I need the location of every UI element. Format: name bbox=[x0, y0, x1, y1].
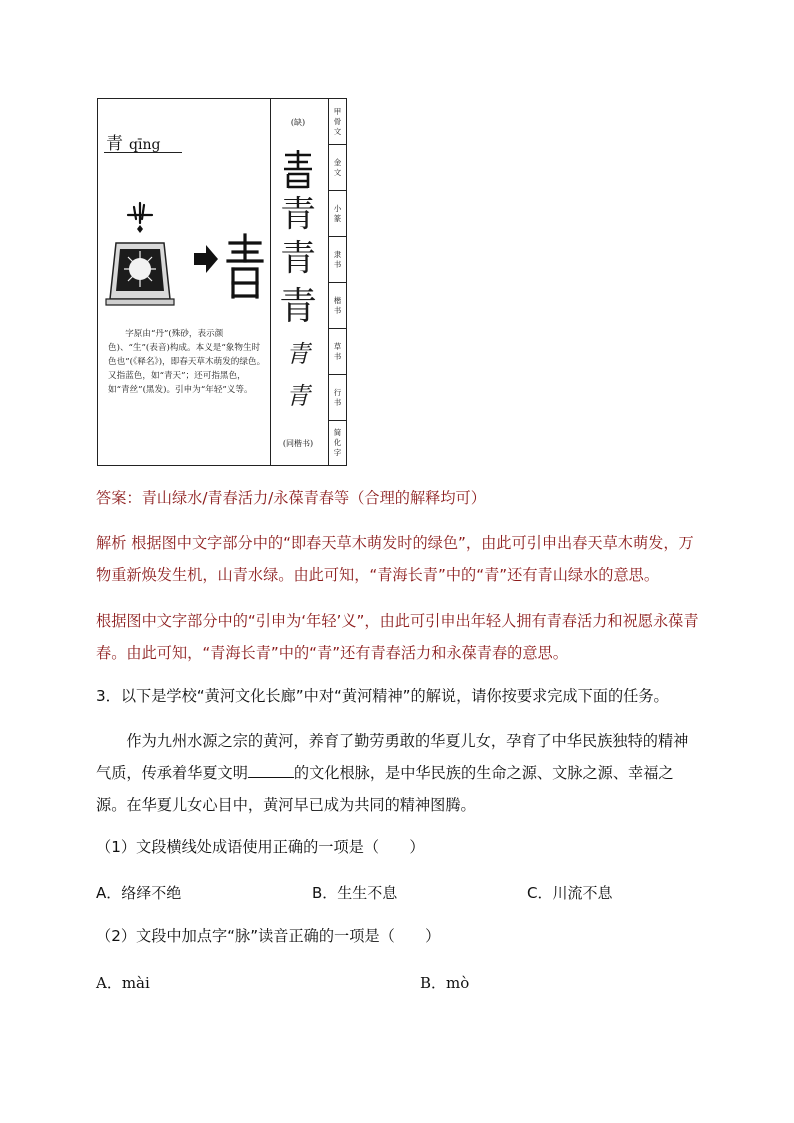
script-label-column bbox=[329, 99, 346, 465]
option-a[interactable]: A．络绎不绝 bbox=[96, 884, 182, 902]
glyph-caoshu: 青 bbox=[286, 340, 310, 368]
missing-note: (缺) bbox=[290, 118, 306, 127]
glyph-xiaozhuan: 青 bbox=[279, 194, 316, 235]
character-origin-illustration bbox=[102, 199, 267, 309]
glyph-lishu: 青 bbox=[279, 238, 316, 279]
sub-question-2: （2）文段中加点字“脉”读音正确的一项是（ ） bbox=[96, 927, 441, 945]
script-label: 简化字 bbox=[333, 427, 342, 457]
script-label: 草书 bbox=[329, 329, 346, 375]
passage-part-b: 的文化根脉，是中华民族的生命之源、文脉之源、幸福之源。在华夏儿女心目中，黄河早已成为共同的精神图腾。 bbox=[96, 764, 674, 814]
analysis-paragraph-1: 解析 根据图中文字部分中的“即春天草木萌发时的绿色”，由此可引申出春天草木萌发，万物重新焕发生机，山青水绿。由此可知，“青海长青”中的“青”还有青山绿水的意思。 bbox=[96, 534, 694, 584]
passage-part-a: 作为九州水源之宗的黄河，养育了勤劳勇敢的华夏儿女，孕育了中华民族独特的精神气质，传承着华夏文明 bbox=[96, 732, 689, 782]
script-label: 金文 bbox=[329, 145, 346, 191]
script-label: 隶书 bbox=[329, 237, 346, 283]
analysis-paragraph-2: 根据图中文字部分中的“引申为‘年轻’义”，由此可引申出年轻人拥有青春活力和祝愿永葆青春。由此可知，“青海长青”中的“青”还有青春活力和永葆青春的意思。 bbox=[96, 612, 699, 662]
option-a[interactable]: A．mài bbox=[96, 974, 150, 992]
answer-text: 答案：青山绿水/青春活力/永葆青春等（合理的解释均可） bbox=[96, 489, 486, 507]
question-3-passage bbox=[96, 725, 700, 821]
glyph-jinwen bbox=[278, 149, 318, 189]
script-label: 楷书 bbox=[329, 283, 346, 329]
character: 青 bbox=[106, 134, 123, 154]
question-3-prompt: 3．以下是学校“黄河文化长廊”中对“黄河精神”的解说，请你按要求完成下面的任务。 bbox=[96, 687, 669, 705]
option-b[interactable]: B．mò bbox=[420, 974, 470, 992]
script-label: 行书 bbox=[329, 375, 346, 421]
option-b[interactable]: B．生生不息 bbox=[312, 884, 398, 902]
sub-question-1: （1）文段横线处成语使用正确的一项是（ ） bbox=[96, 838, 425, 856]
script-label: 小篆 bbox=[329, 191, 346, 237]
glyph-xingshu: 青 bbox=[286, 382, 310, 410]
fill-blank bbox=[248, 763, 294, 778]
heading-underline bbox=[104, 152, 182, 153]
character-heading bbox=[106, 129, 160, 154]
same-as-kaishu-note: (同楷书) bbox=[282, 439, 314, 448]
character-pinyin: qīng bbox=[129, 137, 161, 153]
divider bbox=[270, 99, 271, 465]
character-description: 字原由“丹”(殊砂，表示颜色)、“生”(表音)构成。本义是“象物生时色也”(《释名》)，即春天草木萌发的绿色。又指蓝色，如“青天”；还可指黑色，如“青丝”(黑发)。引申为“年轻”义等。 bbox=[108, 329, 266, 395]
glyph-kaishu: 青 bbox=[278, 284, 317, 328]
script-label: 甲骨文 bbox=[329, 99, 346, 145]
option-c[interactable]: C．川流不息 bbox=[527, 884, 613, 902]
character-figure bbox=[97, 98, 347, 466]
